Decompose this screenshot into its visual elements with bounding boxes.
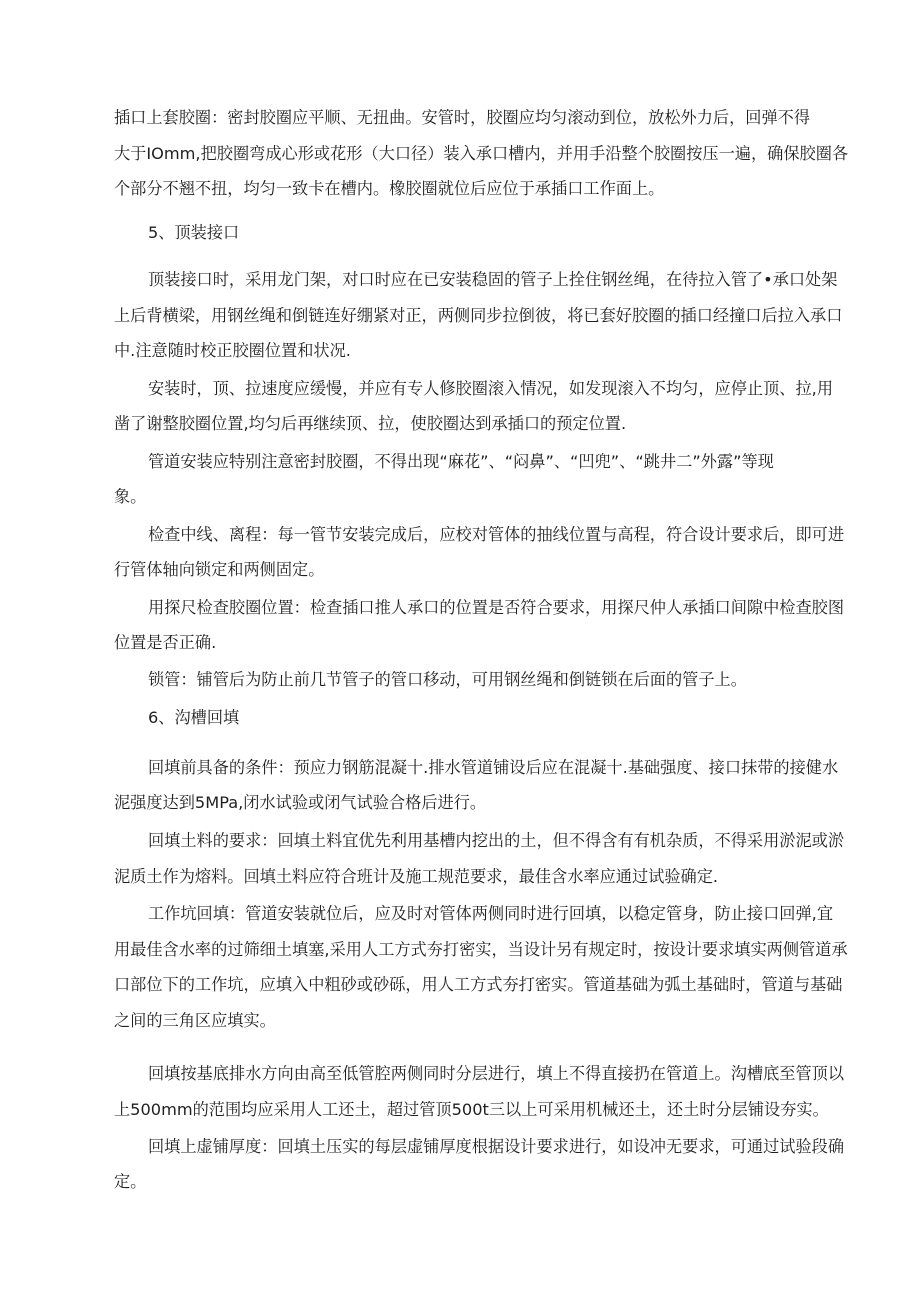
text-line: 凿了谢整胶圈位置,均匀后再继续顶、拉，使胶圈达到承插口的预定位置. — [114, 414, 627, 433]
text-line: 工作坑回填：管道安装就位后，应及时对管体两侧同时进行回填，以稳定管身，防止接口回弹,宜 — [148, 904, 834, 923]
text-line: 顶装接口时，采用龙门架，对口时应在已安装稳固的管子上拴住钢丝绳，在待拉入管了•承口处架 — [148, 270, 838, 289]
text-line: 大于IOmm,把胶圈弯成心形或花形（大口径）装入承口槽内，并用手沿整个胶圈按压一遍，确保胶圈各 — [114, 144, 849, 163]
text-line: 泥强度达到5MPa,闭水试验或闭气试验合格后进行。 — [114, 793, 487, 812]
text-line: 锁管：铺管后为防止前几节管子的管口移动，可用钢丝绳和倒链锁在后面的管子上。 — [148, 670, 747, 689]
text-line: 中.注意随时校正胶圈位置和状况. — [114, 341, 351, 360]
text-line: 上500mm的范围均应采用人工还土，超过管顶500t三以上可采用机械还土，还土时分层铺设夯实。 — [114, 1100, 829, 1119]
text-line: 用最佳含水率的过筛细土填塞,采用人工方式夯打密实，当设计另有规定时，按设计要求填实两侧管道承 — [114, 940, 848, 959]
text-line: 检查中线、离程：每一管节安装完成后，应校对管体的抽线位置与高程，符合设计要求后，即可进 — [148, 525, 845, 544]
text-line: 回填前具备的条件：预应力钢筋混凝十.排水管道铺设后应在混凝十.基础强度、接口抹带的接健水 — [148, 758, 839, 777]
text-line: 口部位下的工作坑，应填入中粗砂或砂砾，用人工方式夯打密实。管道基础为弧土基础时，管道与基础 — [114, 975, 843, 994]
text-line: 安装时，顶、拉速度应缓慢，并应有专人修胶圈滚入情况，如发现滚入不均匀，应停止顶、拉,用 — [148, 379, 834, 398]
text-line: 插口上套胶圈：密封胶圈应平顺、无扭曲。安管时，胶圈应均匀滚动到位，放松外力后，回弹不得 — [114, 108, 811, 127]
text-line: 位置是否正确. — [114, 633, 217, 652]
text-line: 回填上虚铺厚度：回填土压实的每层虚铺厚度根据设计要求进行，如设冲无要求，可通过试验段确 — [148, 1137, 845, 1156]
text-line: 回填按基底排水方向由高至低管腔两侧同时分层进行，填上不得直接扔在管道上。沟槽底至管顶以 — [148, 1064, 845, 1083]
text-line: 泥质土作为熔料。回填土料应符合班计及施工规范要求，最佳含水率应通过试验确定. — [114, 867, 719, 886]
text-line: 管道安装应特别注意密封胶圈，不得出现“麻花”、“闷鼻”、“凹兜”、“跳井二”外露”等现 — [148, 452, 774, 471]
text-line: 定。 — [114, 1172, 147, 1191]
text-line: 个部分不翘不扭，均匀一致卡在槽内。橡胶圈就位后应位于承插口工作面上。 — [114, 179, 665, 198]
text-line: 之间的三角区应填实。 — [114, 1011, 276, 1030]
text-line: 行管体轴向锁定和两侧固定。 — [114, 560, 325, 579]
text-line: 用探尺检查胶圈位置：检查插口推人承口的位置是否符合要求，用探尺仲人承插口间隙中检查胶图 — [148, 598, 845, 617]
section-heading-5: 5、顶装接口 — [148, 223, 240, 242]
section-heading-6: 6、沟槽回填 — [148, 708, 240, 727]
text-line: 上后背横梁，用钢丝绳和倒链连好绷紧对正，两侧同步拉倒彼，将已套好胶圈的插口经撞口后拉入承口 — [114, 306, 843, 325]
text-line: 回填土料的要求：回填土料宜优先利用基槽内挖出的土，但不得含有有机杂质，不得采用淤泥或淤 — [148, 831, 845, 850]
text-line: 象。 — [114, 487, 147, 506]
